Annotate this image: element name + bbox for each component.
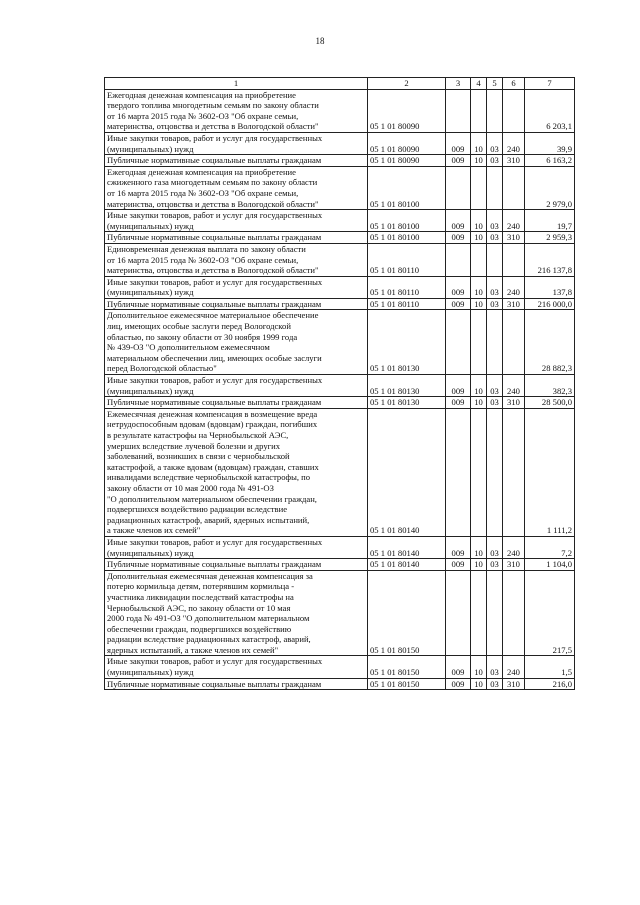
name-cell: Публичные нормативные социальные выплаты гражданам [105,155,368,167]
col3-cell: 009 [446,132,471,154]
table-row [105,678,575,690]
header-cell: 3 [446,78,471,90]
col6-cell: 310 [503,559,525,571]
name-cell: Единовременная денежная выплата по закону области от 16 марта 2015 года № 3602-ОЗ "Об охране семьи, материнства, отцовства и детства в Вологодской области" [105,243,368,276]
name-cell: Иные закупки товаров, работ и услуг для государственных (муниципальных) нужд [105,210,368,232]
col3-cell: 009 [446,678,471,690]
col6-cell: 310 [503,155,525,167]
header-cell: 2 [368,78,446,90]
col6-cell [503,408,525,536]
code-cell: 05 1 01 80130 [368,310,446,375]
col5-cell [487,408,503,536]
col6-cell: 240 [503,276,525,298]
sum-cell: 7,2 [525,536,575,558]
col6-cell: 310 [503,298,525,310]
col6-cell: 310 [503,678,525,690]
name-cell: Иные закупки товаров, работ и услуг для государственных (муниципальных) нужд [105,536,368,558]
name-cell: Иные закупки товаров, работ и услуг для государственных (муниципальных) нужд [105,375,368,397]
col6-cell: 240 [503,375,525,397]
sum-cell: 137,8 [525,276,575,298]
col4-cell: 10 [471,559,487,571]
col3-cell [446,166,471,209]
sum-cell: 1 111,2 [525,408,575,536]
name-cell: Публичные нормативные социальные выплаты гражданам [105,397,368,409]
header-cell: 5 [487,78,503,90]
name-cell: Иные закупки товаров, работ и услуг для государственных (муниципальных) нужд [105,132,368,154]
col6-cell: 240 [503,536,525,558]
name-cell: Дополнительное ежемесячное материальное обеспечение лиц, имеющих особые заслуги перед Вологодской областью, по закону области от 30 ноября 1999 года № 439-ОЗ "О дополнительном ежемесячном материальном обеспечении лиц, имеющих особые заслуги перед Вологодской областью" [105,310,368,375]
sum-cell: 6 203,1 [525,89,575,132]
table-row [105,210,575,232]
code-cell: 05 1 01 80100 [368,166,446,209]
col5-cell: 03 [487,210,503,232]
col4-cell [471,166,487,209]
code-cell: 05 1 01 80140 [368,408,446,536]
name-cell: Публичные нормативные социальные выплаты гражданам [105,298,368,310]
table-row [105,536,575,558]
header-cell: 4 [471,78,487,90]
col5-cell: 03 [487,397,503,409]
code-cell: 05 1 01 80140 [368,559,446,571]
budget-table [104,77,575,690]
col4-cell: 10 [471,132,487,154]
name-cell: Публичные нормативные социальные выплаты гражданам [105,559,368,571]
col6-cell: 240 [503,132,525,154]
sum-cell: 28 500,0 [525,397,575,409]
col6-cell: 310 [503,232,525,244]
table-row [105,375,575,397]
name-cell: Иные закупки товаров, работ и услуг для государственных (муниципальных) нужд [105,276,368,298]
table-header-row [105,78,575,90]
page-number: 18 [315,36,325,46]
col3-cell: 009 [446,155,471,167]
col6-cell [503,570,525,656]
code-cell: 05 1 01 80150 [368,656,446,678]
col5-cell: 03 [487,656,503,678]
name-cell: Ежегодная денежная компенсация на приобретение твердого топлива многодетным семьям по закону области от 16 марта 2015 года № 3602-ОЗ "Об охране семьи, материнства, отцовства и детства в Вологодской области" [105,89,368,132]
table-row [105,243,575,276]
table-row [105,656,575,678]
col5-cell: 03 [487,232,503,244]
table-row [105,397,575,409]
col3-cell [446,408,471,536]
col6-cell [503,243,525,276]
col5-cell: 03 [487,678,503,690]
sum-cell: 216,0 [525,678,575,690]
col4-cell: 10 [471,276,487,298]
col4-cell: 10 [471,375,487,397]
table-row [105,408,575,536]
name-cell: Дополнительная ежемесячная денежная компенсация за потерю кормильца детям, потерявшим кормильца - участника ликвидации последствий катастрофы на Чернобыльской АЭС, по закону области от 10 мая 2000 года № 491-ОЗ "О дополнительном материальном обеспечении граждан, подвергшихся воздействию радиации вследствие радиационных катастроф, аварий, ядерных испытаний, а также членов их семей" [105,570,368,656]
col3-cell [446,570,471,656]
col5-cell [487,166,503,209]
col6-cell [503,310,525,375]
header-cell: 6 [503,78,525,90]
col6-cell: 240 [503,656,525,678]
table-row [105,298,575,310]
col3-cell: 009 [446,276,471,298]
header-cell: 1 [105,78,368,90]
name-cell: Ежегодная денежная компенсация на приобретение сжиженного газа многодетным семьям по закону области от 16 марта 2015 года № 3602-ОЗ "Об охране семьи, материнства, отцовства и детства в Вологодской области" [105,166,368,209]
code-cell: 05 1 01 80090 [368,155,446,167]
col3-cell: 009 [446,232,471,244]
col6-cell [503,89,525,132]
col6-cell: 310 [503,397,525,409]
col3-cell: 009 [446,298,471,310]
code-cell: 05 1 01 80100 [368,232,446,244]
sum-cell: 6 163,2 [525,155,575,167]
col5-cell: 03 [487,155,503,167]
code-cell: 05 1 01 80110 [368,243,446,276]
col5-cell [487,310,503,375]
col3-cell [446,310,471,375]
col5-cell [487,89,503,132]
col5-cell: 03 [487,375,503,397]
sum-cell: 382,3 [525,375,575,397]
name-cell: Ежемесячная денежная компенсация в возмещение вреда нетрудоспособным вдовам (вдовцам) граждан, погибших в результате катастрофы на Чернобыльской АЭС, умерших вследствие лучевой болезни и других заболеваний, возникших в связи с чернобыльской катастрофой, а также вдовам (вдовцам) граждан, ставших инвалидами вследствие чернобыльской катастрофы, по закону области от 10 мая 2000 года № 491-ОЗ "О дополнительном материальном обеспечении граждан, подвергшихся воздействию радиации вследствие радиационных катастроф, аварий, ядерных испытаний, а также членов их семей" [105,408,368,536]
col6-cell [503,166,525,209]
code-cell: 05 1 01 80110 [368,298,446,310]
name-cell: Публичные нормативные социальные выплаты гражданам [105,232,368,244]
table-row [105,232,575,244]
col4-cell: 10 [471,656,487,678]
name-cell: Публичные нормативные социальные выплаты гражданам [105,678,368,690]
sum-cell: 216 000,0 [525,298,575,310]
code-cell: 05 1 01 80130 [368,397,446,409]
col4-cell: 10 [471,536,487,558]
sum-cell: 1 104,0 [525,559,575,571]
sum-cell: 217,5 [525,570,575,656]
code-cell: 05 1 01 80140 [368,536,446,558]
code-cell: 05 1 01 80100 [368,210,446,232]
col4-cell: 10 [471,298,487,310]
table-row [105,570,575,656]
sum-cell: 28 882,3 [525,310,575,375]
col4-cell [471,310,487,375]
sum-cell: 1,5 [525,656,575,678]
col3-cell: 009 [446,536,471,558]
col3-cell: 009 [446,210,471,232]
col3-cell: 009 [446,397,471,409]
table-row [105,89,575,132]
col4-cell: 10 [471,232,487,244]
code-cell: 05 1 01 80150 [368,570,446,656]
col3-cell: 009 [446,559,471,571]
col4-cell [471,243,487,276]
col4-cell [471,570,487,656]
name-cell: Иные закупки товаров, работ и услуг для государственных (муниципальных) нужд [105,656,368,678]
col5-cell: 03 [487,276,503,298]
header-cell: 7 [525,78,575,90]
col5-cell: 03 [487,298,503,310]
col6-cell: 240 [503,210,525,232]
code-cell: 05 1 01 80090 [368,132,446,154]
col4-cell: 10 [471,210,487,232]
col4-cell: 10 [471,397,487,409]
code-cell: 05 1 01 80090 [368,89,446,132]
col5-cell [487,570,503,656]
code-cell: 05 1 01 80110 [368,276,446,298]
table-row [105,166,575,209]
col5-cell: 03 [487,559,503,571]
table-row [105,155,575,167]
code-cell: 05 1 01 80150 [368,678,446,690]
col3-cell: 009 [446,375,471,397]
sum-cell: 39,9 [525,132,575,154]
col5-cell: 03 [487,536,503,558]
col4-cell: 10 [471,678,487,690]
col3-cell [446,243,471,276]
col5-cell: 03 [487,132,503,154]
col4-cell [471,89,487,132]
col3-cell: 009 [446,656,471,678]
col4-cell [471,408,487,536]
table-row [105,276,575,298]
col4-cell: 10 [471,155,487,167]
sum-cell: 2 959,3 [525,232,575,244]
sum-cell: 216 137,8 [525,243,575,276]
col5-cell [487,243,503,276]
sum-cell: 19,7 [525,210,575,232]
table-row [105,310,575,375]
table-row [105,132,575,154]
code-cell: 05 1 01 80130 [368,375,446,397]
sum-cell: 2 979,0 [525,166,575,209]
table-row [105,559,575,571]
col3-cell [446,89,471,132]
